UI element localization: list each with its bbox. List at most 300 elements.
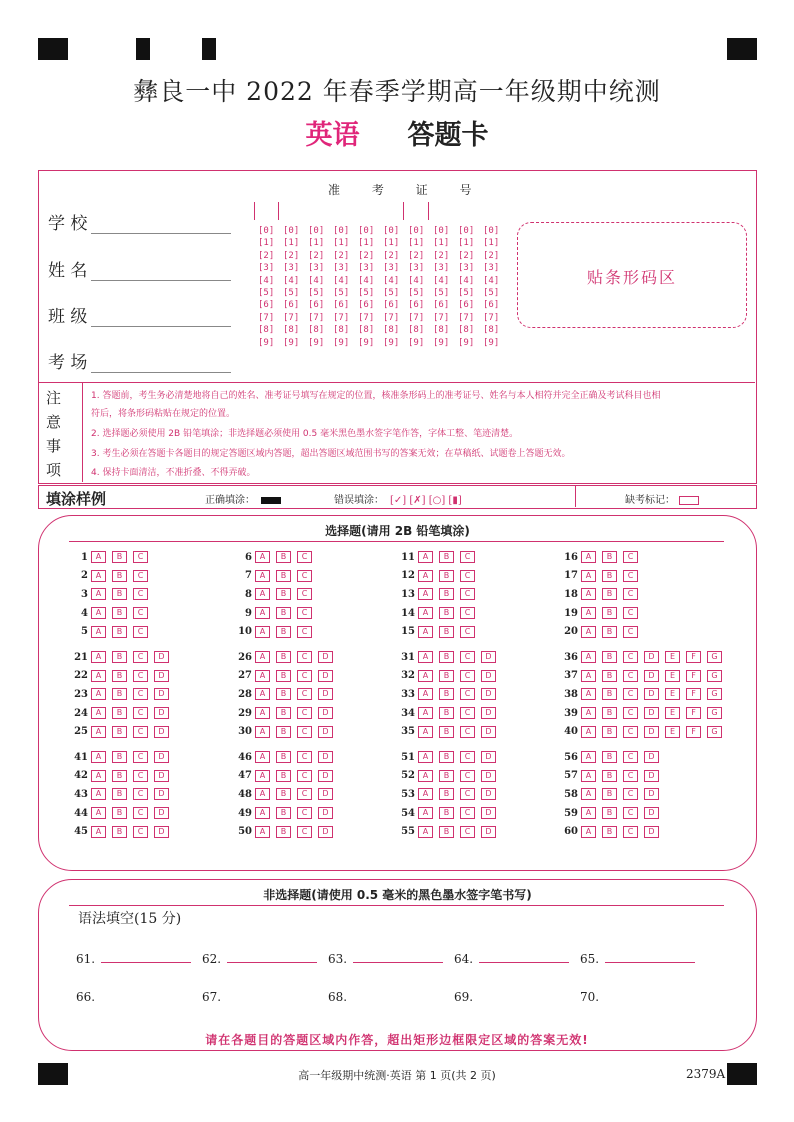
option-bubble[interactable]: B (276, 670, 291, 682)
digit-bubble[interactable]: [3] (283, 263, 300, 274)
option-bubble[interactable]: C (623, 751, 638, 763)
option-bubble[interactable]: B (602, 551, 617, 563)
digit-bubble[interactable]: [2] (283, 250, 300, 261)
option-bubble[interactable]: A (255, 551, 270, 563)
exam-number-column[interactable] (433, 225, 455, 349)
option-bubble[interactable]: D (318, 751, 333, 763)
option-bubble[interactable]: A (255, 651, 270, 663)
option-bubble[interactable]: D (154, 826, 169, 838)
option-bubble[interactable]: C (623, 726, 638, 738)
digit-bubble[interactable]: [8] (483, 325, 500, 336)
option-bubble[interactable]: B (439, 570, 454, 582)
digit-bubble[interactable]: [1] (283, 238, 300, 249)
option-bubble[interactable]: A (255, 707, 270, 719)
exam-number-column[interactable] (333, 225, 355, 349)
option-bubble[interactable]: D (318, 826, 333, 838)
option-bubble[interactable]: C (297, 626, 312, 638)
answer-blank[interactable]: 62. (202, 950, 317, 966)
digit-bubble[interactable]: [9] (483, 337, 500, 348)
option-bubble[interactable]: D (481, 788, 496, 800)
digit-bubble[interactable]: [8] (358, 325, 375, 336)
option-bubble[interactable]: C (460, 651, 475, 663)
option-bubble[interactable]: B (602, 688, 617, 700)
digit-bubble[interactable]: [0] (433, 226, 450, 236)
option-bubble[interactable]: C (623, 807, 638, 819)
digit-bubble[interactable]: [5] (358, 288, 375, 299)
digit-bubble[interactable]: [1] (358, 238, 375, 249)
option-bubble[interactable]: D (318, 788, 333, 800)
digit-bubble[interactable]: [8] (283, 325, 300, 336)
answer-blank[interactable]: 66. (76, 990, 96, 1004)
digit-bubble[interactable]: [2] (308, 250, 325, 261)
option-bubble[interactable]: D (154, 807, 169, 819)
option-bubble[interactable]: B (602, 807, 617, 819)
digit-bubble[interactable]: [1] (383, 238, 400, 249)
digit-bubble[interactable]: [5] (308, 288, 325, 299)
option-bubble[interactable]: D (644, 826, 659, 838)
option-bubble[interactable]: A (581, 770, 596, 782)
option-bubble[interactable]: C (623, 626, 638, 638)
option-bubble[interactable]: D (154, 707, 169, 719)
option-bubble[interactable]: B (439, 670, 454, 682)
digit-bubble[interactable]: [4] (408, 275, 425, 286)
option-bubble[interactable]: B (276, 588, 291, 600)
option-bubble[interactable]: D (154, 688, 169, 700)
option-bubble[interactable]: D (154, 670, 169, 682)
option-bubble[interactable]: A (581, 826, 596, 838)
answer-blank[interactable]: 64. (454, 950, 569, 966)
digit-bubble[interactable]: [3] (258, 263, 275, 274)
option-bubble[interactable]: A (255, 788, 270, 800)
option-bubble[interactable]: C (133, 726, 148, 738)
digit-bubble[interactable]: [8] (333, 325, 350, 336)
digit-bubble[interactable]: [7] (283, 312, 300, 323)
option-bubble[interactable]: A (418, 626, 433, 638)
digit-bubble[interactable]: [2] (358, 250, 375, 261)
option-bubble[interactable]: A (418, 670, 433, 682)
option-bubble[interactable]: A (581, 788, 596, 800)
option-bubble[interactable]: G (707, 688, 722, 700)
option-bubble[interactable]: B (602, 751, 617, 763)
option-bubble[interactable]: A (91, 788, 106, 800)
option-bubble[interactable]: C (460, 807, 475, 819)
option-bubble[interactable]: G (707, 707, 722, 719)
option-bubble[interactable]: B (276, 688, 291, 700)
option-bubble[interactable]: A (581, 688, 596, 700)
option-bubble[interactable]: C (623, 651, 638, 663)
digit-bubble[interactable]: [1] (333, 238, 350, 249)
option-bubble[interactable]: D (318, 770, 333, 782)
digit-bubble[interactable]: [7] (408, 312, 425, 323)
option-bubble[interactable]: C (133, 751, 148, 763)
digit-bubble[interactable]: [6] (358, 300, 375, 311)
option-bubble[interactable]: C (623, 688, 638, 700)
digit-bubble[interactable]: [0] (483, 226, 500, 236)
digit-bubble[interactable]: [6] (333, 300, 350, 311)
option-bubble[interactable]: C (623, 588, 638, 600)
option-bubble[interactable]: A (581, 588, 596, 600)
option-bubble[interactable]: E (665, 707, 680, 719)
option-bubble[interactable]: B (602, 707, 617, 719)
option-bubble[interactable]: A (418, 707, 433, 719)
option-bubble[interactable]: A (91, 570, 106, 582)
option-bubble[interactable]: A (91, 626, 106, 638)
option-bubble[interactable]: D (644, 726, 659, 738)
digit-bubble[interactable]: [8] (408, 325, 425, 336)
option-bubble[interactable]: B (439, 707, 454, 719)
option-bubble[interactable]: A (255, 751, 270, 763)
option-bubble[interactable]: B (276, 770, 291, 782)
answer-blank[interactable]: 67. (202, 990, 222, 1004)
digit-bubble[interactable]: [9] (458, 337, 475, 348)
digit-bubble[interactable]: [5] (433, 288, 450, 299)
option-bubble[interactable]: B (439, 607, 454, 619)
answer-blank[interactable]: 69. (454, 990, 474, 1004)
option-bubble[interactable]: C (133, 626, 148, 638)
option-bubble[interactable]: B (602, 651, 617, 663)
option-bubble[interactable]: D (154, 726, 169, 738)
option-bubble[interactable]: C (297, 588, 312, 600)
option-bubble[interactable]: C (297, 707, 312, 719)
option-bubble[interactable]: B (276, 788, 291, 800)
option-bubble[interactable]: A (255, 626, 270, 638)
option-bubble[interactable]: A (255, 807, 270, 819)
digit-bubble[interactable]: [9] (358, 337, 375, 348)
option-bubble[interactable]: C (133, 588, 148, 600)
option-bubble[interactable]: A (91, 751, 106, 763)
option-bubble[interactable]: B (602, 607, 617, 619)
option-bubble[interactable]: C (460, 788, 475, 800)
digit-bubble[interactable]: [3] (383, 263, 400, 274)
option-bubble[interactable]: C (623, 707, 638, 719)
digit-bubble[interactable]: [0] (308, 226, 325, 236)
option-bubble[interactable]: B (439, 588, 454, 600)
digit-bubble[interactable]: [7] (483, 312, 500, 323)
exam-room-field[interactable]: 考 场 (48, 348, 231, 373)
option-bubble[interactable]: D (481, 688, 496, 700)
absent-mark[interactable]: 缺考标记： (625, 491, 699, 506)
option-bubble[interactable]: D (154, 788, 169, 800)
option-bubble[interactable]: B (112, 607, 127, 619)
option-bubble[interactable]: B (276, 626, 291, 638)
option-bubble[interactable]: G (707, 651, 722, 663)
exam-number-column[interactable] (383, 225, 405, 349)
option-bubble[interactable]: C (623, 788, 638, 800)
option-bubble[interactable]: A (91, 688, 106, 700)
digit-bubble[interactable]: [2] (433, 250, 450, 261)
digit-bubble[interactable]: [6] (408, 300, 425, 311)
option-bubble[interactable]: A (418, 770, 433, 782)
digit-bubble[interactable]: [6] (433, 300, 450, 311)
option-bubble[interactable]: F (686, 726, 701, 738)
digit-bubble[interactable]: [7] (308, 312, 325, 323)
option-bubble[interactable]: D (644, 688, 659, 700)
option-bubble[interactable]: C (297, 607, 312, 619)
option-bubble[interactable]: D (481, 751, 496, 763)
option-bubble[interactable]: B (276, 607, 291, 619)
option-bubble[interactable]: B (439, 626, 454, 638)
option-bubble[interactable]: B (602, 788, 617, 800)
option-bubble[interactable]: C (623, 551, 638, 563)
digit-bubble[interactable]: [8] (458, 325, 475, 336)
option-bubble[interactable]: A (418, 826, 433, 838)
digit-bubble[interactable]: [3] (483, 263, 500, 274)
digit-bubble[interactable]: [4] (483, 275, 500, 286)
option-bubble[interactable]: C (133, 707, 148, 719)
option-bubble[interactable]: B (112, 807, 127, 819)
digit-bubble[interactable]: [9] (258, 337, 275, 348)
option-bubble[interactable]: A (418, 651, 433, 663)
option-bubble[interactable]: D (154, 651, 169, 663)
option-bubble[interactable]: A (418, 688, 433, 700)
digit-bubble[interactable]: [6] (383, 300, 400, 311)
option-bubble[interactable]: D (481, 707, 496, 719)
option-bubble[interactable]: D (481, 726, 496, 738)
option-bubble[interactable]: B (276, 751, 291, 763)
option-bubble[interactable]: C (297, 570, 312, 582)
option-bubble[interactable]: B (602, 826, 617, 838)
digit-bubble[interactable]: [4] (383, 275, 400, 286)
option-bubble[interactable]: C (297, 688, 312, 700)
option-bubble[interactable]: A (255, 726, 270, 738)
option-bubble[interactable]: C (623, 670, 638, 682)
option-bubble[interactable]: D (644, 788, 659, 800)
option-bubble[interactable]: A (255, 688, 270, 700)
option-bubble[interactable]: B (602, 588, 617, 600)
school-field[interactable]: 学 校 (48, 209, 231, 234)
digit-bubble[interactable]: [3] (333, 263, 350, 274)
option-bubble[interactable]: F (686, 651, 701, 663)
option-bubble[interactable]: B (439, 651, 454, 663)
option-bubble[interactable]: B (112, 651, 127, 663)
option-bubble[interactable]: C (623, 770, 638, 782)
option-bubble[interactable]: D (318, 651, 333, 663)
digit-bubble[interactable]: [4] (433, 275, 450, 286)
option-bubble[interactable]: A (418, 807, 433, 819)
option-bubble[interactable]: B (602, 570, 617, 582)
answer-blank[interactable]: 61. (76, 950, 191, 966)
option-bubble[interactable]: C (460, 726, 475, 738)
digit-bubble[interactable]: [4] (458, 275, 475, 286)
digit-bubble[interactable]: [0] (258, 226, 275, 236)
option-bubble[interactable]: C (133, 807, 148, 819)
option-bubble[interactable]: C (133, 826, 148, 838)
option-bubble[interactable]: C (133, 770, 148, 782)
option-bubble[interactable]: E (665, 688, 680, 700)
digit-bubble[interactable]: [0] (283, 226, 300, 236)
option-bubble[interactable]: A (581, 570, 596, 582)
option-bubble[interactable]: A (418, 570, 433, 582)
digit-bubble[interactable]: [0] (358, 226, 375, 236)
option-bubble[interactable]: A (581, 807, 596, 819)
option-bubble[interactable]: C (133, 688, 148, 700)
answer-blank[interactable]: 68. (328, 990, 348, 1004)
option-bubble[interactable]: D (318, 726, 333, 738)
option-bubble[interactable]: C (623, 826, 638, 838)
option-bubble[interactable]: C (623, 607, 638, 619)
option-bubble[interactable]: B (276, 807, 291, 819)
option-bubble[interactable]: C (297, 807, 312, 819)
option-bubble[interactable]: C (460, 551, 475, 563)
digit-bubble[interactable]: [0] (333, 226, 350, 236)
option-bubble[interactable]: C (460, 688, 475, 700)
option-bubble[interactable]: B (276, 826, 291, 838)
option-bubble[interactable]: C (297, 788, 312, 800)
option-bubble[interactable]: C (133, 788, 148, 800)
option-bubble[interactable]: B (112, 688, 127, 700)
option-bubble[interactable]: A (581, 726, 596, 738)
option-bubble[interactable]: D (481, 770, 496, 782)
digit-bubble[interactable]: [1] (408, 238, 425, 249)
option-bubble[interactable]: D (481, 807, 496, 819)
digit-bubble[interactable]: [9] (383, 337, 400, 348)
option-bubble[interactable]: B (602, 770, 617, 782)
option-bubble[interactable]: A (91, 770, 106, 782)
digit-bubble[interactable]: [8] (308, 325, 325, 336)
digit-bubble[interactable]: [3] (358, 263, 375, 274)
option-bubble[interactable]: A (255, 670, 270, 682)
option-bubble[interactable]: B (112, 707, 127, 719)
option-bubble[interactable]: G (707, 726, 722, 738)
digit-bubble[interactable]: [6] (458, 300, 475, 311)
option-bubble[interactable]: B (276, 726, 291, 738)
option-bubble[interactable]: A (91, 670, 106, 682)
option-bubble[interactable]: C (133, 570, 148, 582)
option-bubble[interactable]: E (665, 726, 680, 738)
digit-bubble[interactable]: [3] (433, 263, 450, 274)
exam-number-column[interactable] (483, 225, 505, 349)
option-bubble[interactable]: D (644, 770, 659, 782)
option-bubble[interactable]: B (112, 770, 127, 782)
digit-bubble[interactable]: [4] (333, 275, 350, 286)
digit-bubble[interactable]: [7] (383, 312, 400, 323)
digit-bubble[interactable]: [0] (458, 226, 475, 236)
option-bubble[interactable]: A (91, 651, 106, 663)
option-bubble[interactable]: D (481, 826, 496, 838)
digit-bubble[interactable]: [1] (458, 238, 475, 249)
digit-bubble[interactable]: [5] (333, 288, 350, 299)
option-bubble[interactable]: B (112, 726, 127, 738)
option-bubble[interactable]: B (112, 670, 127, 682)
exam-number-column[interactable] (258, 225, 280, 349)
option-bubble[interactable]: B (602, 726, 617, 738)
option-bubble[interactable]: D (318, 670, 333, 682)
exam-number-column[interactable] (308, 225, 330, 349)
option-bubble[interactable]: D (318, 807, 333, 819)
digit-bubble[interactable]: [6] (283, 300, 300, 311)
digit-bubble[interactable]: [5] (383, 288, 400, 299)
digit-bubble[interactable]: [7] (433, 312, 450, 323)
digit-bubble[interactable]: [2] (333, 250, 350, 261)
option-bubble[interactable]: A (581, 670, 596, 682)
option-bubble[interactable]: B (112, 588, 127, 600)
option-bubble[interactable]: B (439, 751, 454, 763)
option-bubble[interactable]: C (133, 651, 148, 663)
option-bubble[interactable]: D (481, 670, 496, 682)
option-bubble[interactable]: B (276, 707, 291, 719)
option-bubble[interactable]: A (581, 651, 596, 663)
digit-bubble[interactable]: [2] (458, 250, 475, 261)
digit-bubble[interactable]: [9] (433, 337, 450, 348)
option-bubble[interactable]: B (112, 626, 127, 638)
option-bubble[interactable]: C (460, 751, 475, 763)
digit-bubble[interactable]: [6] (258, 300, 275, 311)
exam-number-column[interactable] (358, 225, 380, 349)
option-bubble[interactable]: B (439, 688, 454, 700)
option-bubble[interactable]: B (439, 726, 454, 738)
option-bubble[interactable]: A (581, 551, 596, 563)
digit-bubble[interactable]: [2] (483, 250, 500, 261)
digit-bubble[interactable]: [6] (483, 300, 500, 311)
option-bubble[interactable]: C (297, 770, 312, 782)
digit-bubble[interactable]: [9] (333, 337, 350, 348)
digit-bubble[interactable]: [7] (333, 312, 350, 323)
option-bubble[interactable]: A (255, 607, 270, 619)
option-bubble[interactable]: A (91, 707, 106, 719)
option-bubble[interactable]: A (91, 726, 106, 738)
option-bubble[interactable]: B (112, 570, 127, 582)
digit-bubble[interactable]: [5] (408, 288, 425, 299)
option-bubble[interactable]: A (255, 826, 270, 838)
option-bubble[interactable]: B (439, 788, 454, 800)
digit-bubble[interactable]: [3] (308, 263, 325, 274)
digit-bubble[interactable]: [1] (483, 238, 500, 249)
option-bubble[interactable]: A (418, 751, 433, 763)
option-bubble[interactable]: B (112, 551, 127, 563)
option-bubble[interactable]: B (602, 626, 617, 638)
option-bubble[interactable]: A (91, 551, 106, 563)
option-bubble[interactable]: A (581, 607, 596, 619)
option-bubble[interactable]: C (460, 826, 475, 838)
option-bubble[interactable]: A (255, 770, 270, 782)
option-bubble[interactable]: C (460, 570, 475, 582)
digit-bubble[interactable]: [9] (408, 337, 425, 348)
option-bubble[interactable]: C (297, 670, 312, 682)
digit-bubble[interactable]: [4] (308, 275, 325, 286)
option-bubble[interactable]: C (460, 707, 475, 719)
digit-bubble[interactable]: [2] (408, 250, 425, 261)
option-bubble[interactable]: B (439, 826, 454, 838)
answer-blank[interactable]: 63. (328, 950, 443, 966)
option-bubble[interactable]: B (602, 670, 617, 682)
digit-bubble[interactable]: [2] (383, 250, 400, 261)
digit-bubble[interactable]: [7] (458, 312, 475, 323)
option-bubble[interactable]: B (112, 788, 127, 800)
option-bubble[interactable]: C (297, 551, 312, 563)
option-bubble[interactable]: F (686, 688, 701, 700)
option-bubble[interactable]: C (460, 770, 475, 782)
digit-bubble[interactable]: [4] (258, 275, 275, 286)
option-bubble[interactable]: A (581, 626, 596, 638)
digit-bubble[interactable]: [4] (358, 275, 375, 286)
digit-bubble[interactable]: [5] (258, 288, 275, 299)
option-bubble[interactable]: B (112, 826, 127, 838)
exam-number-column[interactable] (458, 225, 480, 349)
option-bubble[interactable]: B (439, 807, 454, 819)
digit-bubble[interactable]: [8] (383, 325, 400, 336)
option-bubble[interactable]: A (581, 751, 596, 763)
digit-bubble[interactable]: [3] (408, 263, 425, 274)
option-bubble[interactable]: B (439, 770, 454, 782)
exam-number-column[interactable] (283, 225, 305, 349)
digit-bubble[interactable]: [6] (308, 300, 325, 311)
option-bubble[interactable]: A (91, 826, 106, 838)
exam-number-column[interactable] (408, 225, 430, 349)
option-bubble[interactable]: C (133, 670, 148, 682)
option-bubble[interactable]: F (686, 707, 701, 719)
class-field[interactable]: 班 级 (48, 302, 231, 327)
option-bubble[interactable]: D (644, 807, 659, 819)
